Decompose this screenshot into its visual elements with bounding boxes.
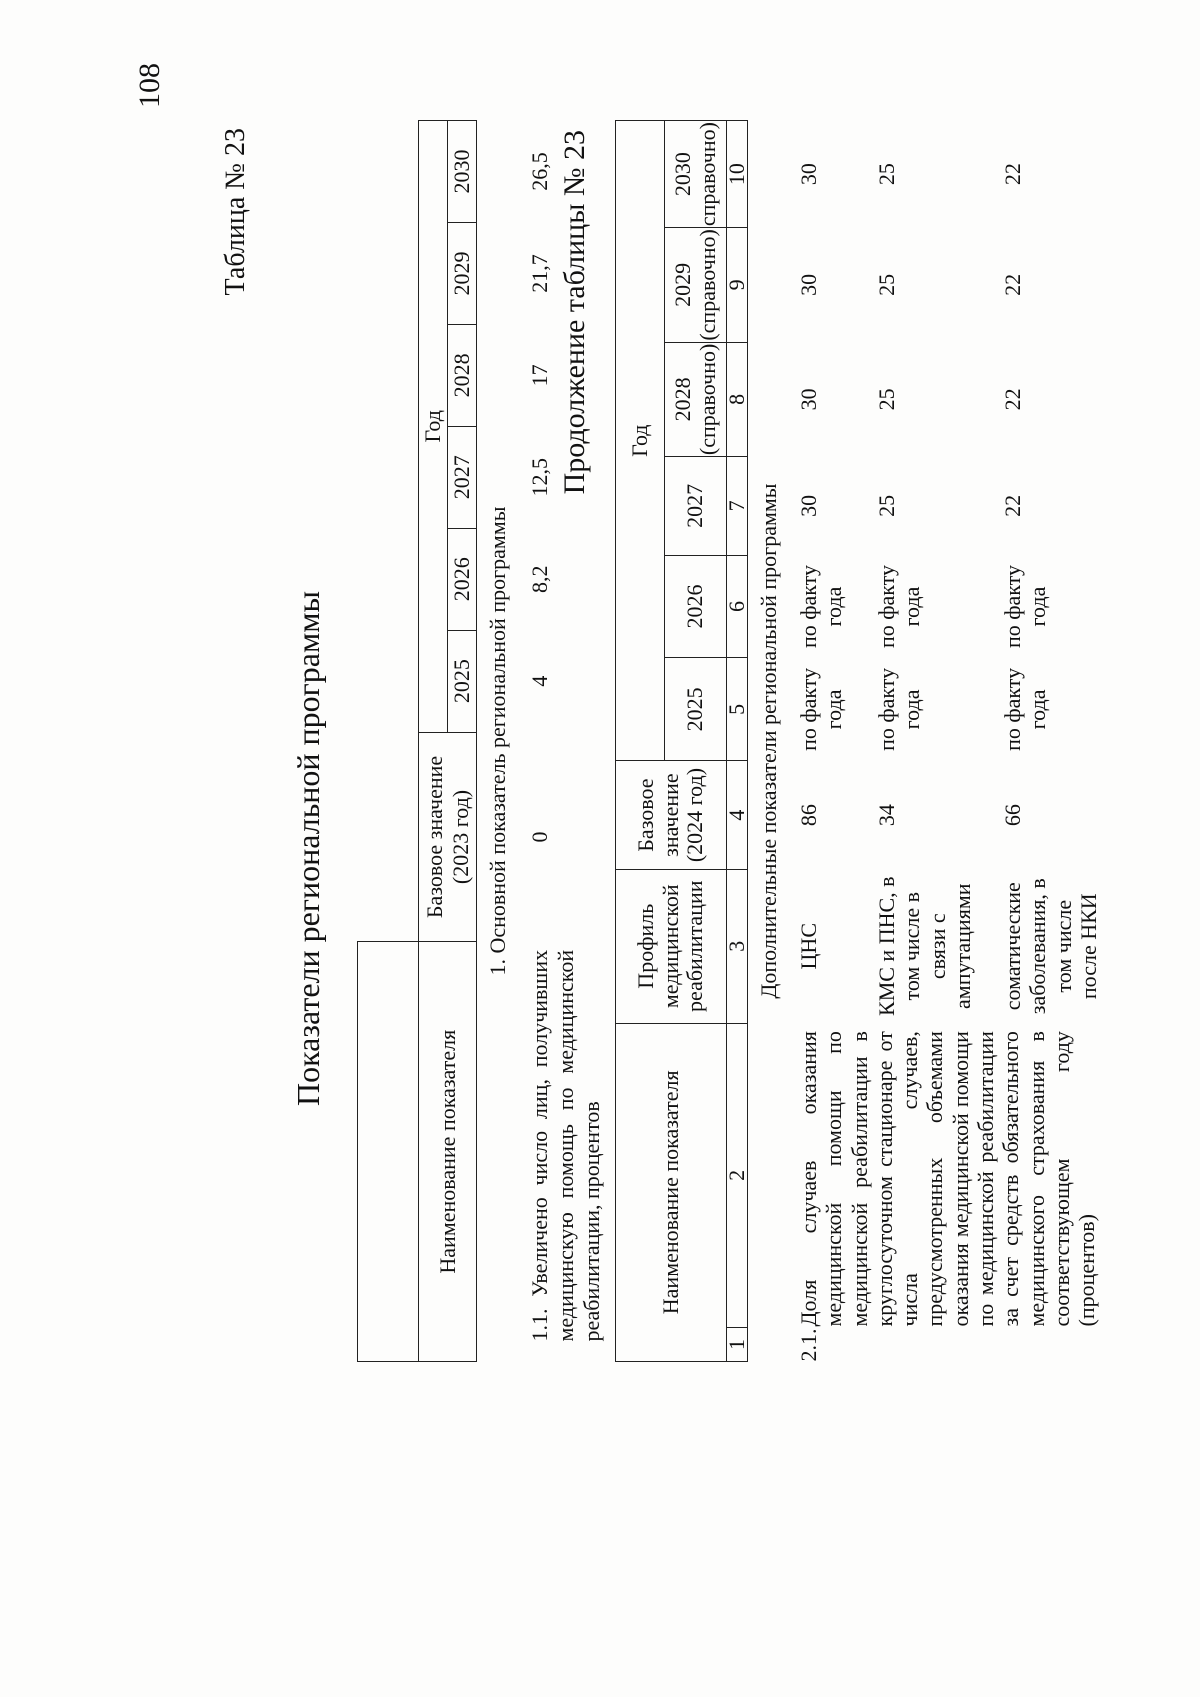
header-year-2029: 2029 (справочно) xyxy=(665,228,727,342)
column-number: 9 xyxy=(727,228,748,342)
profile-cell: соматические заболевания, в том числе после НКИ xyxy=(1000,878,1101,1015)
value-2028: 22 xyxy=(1000,388,1025,411)
value-2026: по факту года xyxy=(1000,565,1051,649)
value-2025: по факту года xyxy=(874,667,925,751)
column-number: 4 xyxy=(727,761,748,870)
column-number: 10 xyxy=(727,121,748,228)
value-2028: 25 xyxy=(874,388,899,411)
header-year-2026: 2026 xyxy=(448,528,477,630)
value-2027: 30 xyxy=(796,494,821,517)
column-number: 8 xyxy=(727,342,748,456)
header-indicator-name: Наименование показателя xyxy=(616,1023,727,1361)
header-year-2028: 2028 (справочно) xyxy=(665,342,727,456)
indicator-cell xyxy=(517,942,605,1362)
value-2030: 22 xyxy=(1000,163,1025,186)
column-number: 2 xyxy=(727,1023,748,1327)
value-2028: 30 xyxy=(796,388,821,411)
value-2025: по факту года xyxy=(1000,667,1051,751)
header-year-2029: 2029 xyxy=(448,223,477,325)
profile-cell: ЦНС xyxy=(796,923,821,970)
value-2025: 4 xyxy=(527,675,552,687)
page-title: Показатели региональной программы xyxy=(290,591,326,1106)
header-year-2030: 2030 справочно) xyxy=(665,121,727,228)
header-indicator-name: Наименование показателя xyxy=(419,942,477,1362)
header-year-2028: 2028 xyxy=(448,324,477,426)
value-2026: по факту года xyxy=(874,565,925,649)
column-number: 6 xyxy=(727,555,748,658)
indicators-table-additional xyxy=(615,120,1101,1362)
value-2027: 12,5 xyxy=(527,458,552,497)
indicator-name: Увеличено число лиц, получивших медицинскую помощь по медицинской реабилитации, процентов xyxy=(527,949,604,1342)
section-heading-additional: Дополнительные показатели региональной программы xyxy=(756,483,781,999)
value-2029: 21,7 xyxy=(527,254,552,293)
header-year-2030: 2030 xyxy=(448,121,477,223)
value-2027: 25 xyxy=(874,494,899,517)
base-value: 34 xyxy=(874,804,899,827)
table-label: Таблица № 23 xyxy=(220,128,251,296)
header-blank-row xyxy=(358,942,419,1362)
value-2026: по факту года xyxy=(796,565,847,649)
header-year-2026: 2026 xyxy=(665,555,727,658)
base-value: 66 xyxy=(1000,804,1025,827)
profile-cell: КМС и ПНС, в том числе в связи с ампутациями xyxy=(874,876,975,1016)
continuation-label: Продолжение таблицы № 23 xyxy=(558,130,591,495)
header-year: Год xyxy=(616,121,665,761)
value-2027: 22 xyxy=(1000,494,1025,517)
header-base-value: Базовое значение (2024 год) xyxy=(616,761,727,870)
value-2030: 30 xyxy=(796,163,821,186)
header-profile: Профиль медицинской реабилитации xyxy=(616,869,727,1023)
page-number: 108 xyxy=(133,63,166,108)
table-row xyxy=(788,121,866,1362)
header-year-2027: 2027 xyxy=(665,457,727,555)
column-number: 3 xyxy=(727,869,748,1023)
header-year-2025: 2025 xyxy=(665,658,727,761)
value-2030: 25 xyxy=(874,163,899,186)
section-heading-main: 1. Основной показатель региональной программы xyxy=(485,506,510,976)
header-year-2025: 2025 xyxy=(448,630,477,732)
base-value: 0 xyxy=(527,831,552,843)
indicator-name: Доля случаев оказания медицинской помощи по медицинской реабилитации в круглосуточном стационаре от числа случаев, предусмотренных объемами оказания медицинской помощи по медицинской реабилитации за счет средств обязательного медицинского страхования в соответствующем году (процентов) xyxy=(796,1031,1100,1327)
value-2029: 22 xyxy=(1000,273,1025,296)
value-2025: по факту года xyxy=(796,667,847,751)
value-2030: 26,5 xyxy=(527,152,552,191)
header-base-value: Базовое значение (2023 год) xyxy=(419,732,477,942)
column-number: 1 xyxy=(727,1328,748,1362)
value-2026: 8,2 xyxy=(527,565,552,593)
column-number: 5 xyxy=(727,658,748,761)
column-number-row xyxy=(727,121,748,1362)
value-2028: 17 xyxy=(527,364,552,387)
header-year-2027: 2027 xyxy=(448,426,477,528)
column-number: 7 xyxy=(727,457,748,555)
base-value: 86 xyxy=(796,804,821,827)
header-year: Год xyxy=(419,121,448,733)
value-2029: 30 xyxy=(796,273,821,296)
indicator-number: 2.1. xyxy=(796,1328,821,1362)
value-2029: 25 xyxy=(874,273,899,296)
indicator-number: 1.1. xyxy=(527,1308,552,1342)
